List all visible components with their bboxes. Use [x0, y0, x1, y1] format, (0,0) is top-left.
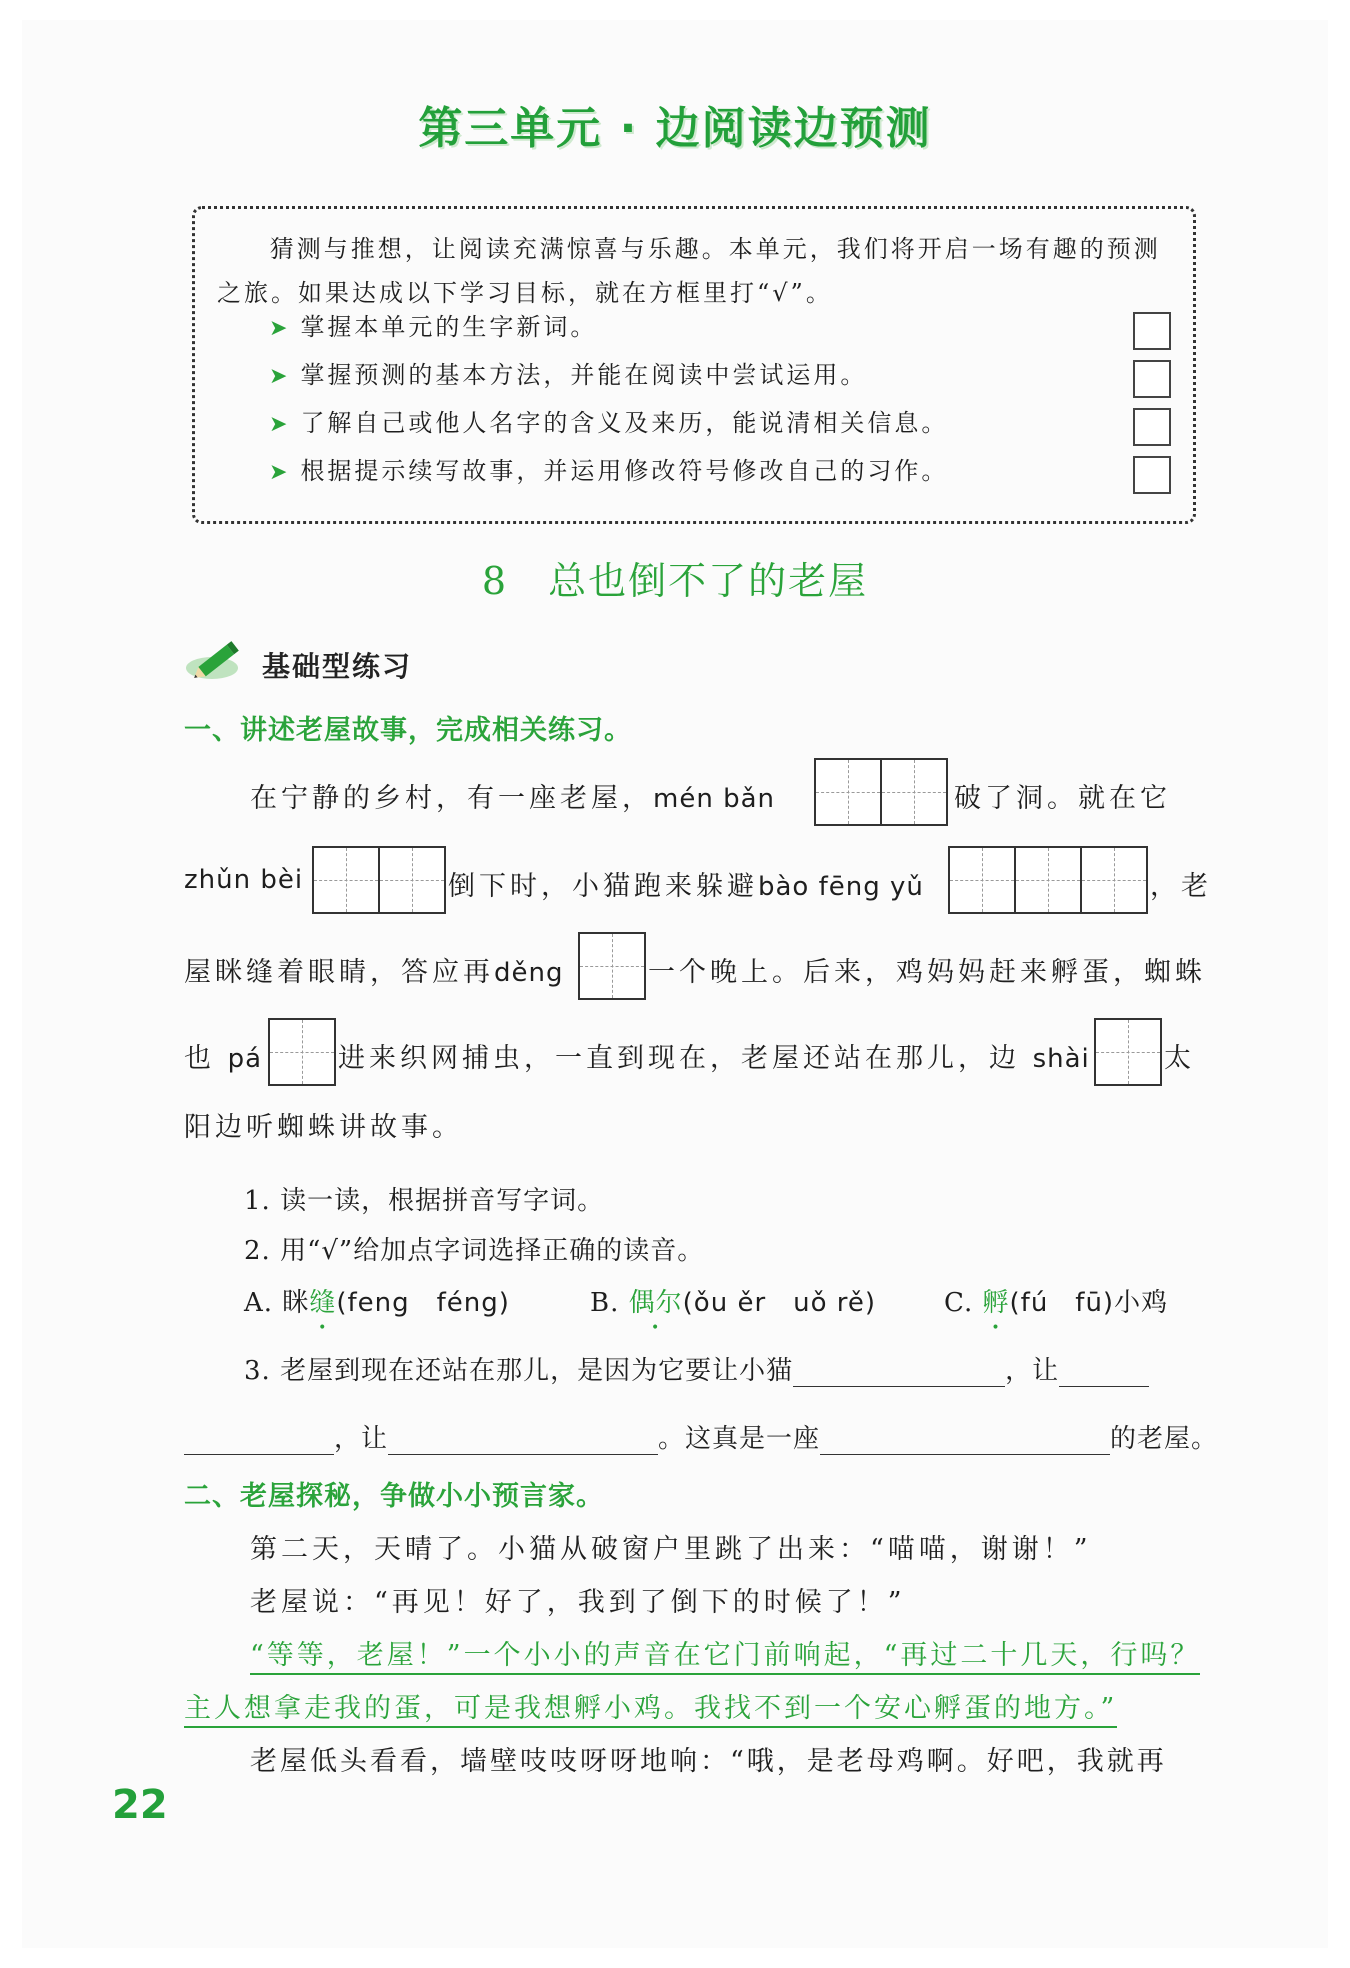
answer-blank[interactable] [793, 1356, 1005, 1387]
lesson-number: 8 [481, 559, 509, 603]
question-1-heading: 一、讲述老屋故事，完成相关练习。 [184, 715, 632, 746]
sub-question-3-cont: ，让 。这真是一座 的老屋。 [184, 1418, 1218, 1455]
writing-grid[interactable] [268, 1018, 336, 1086]
option-b[interactable]: B. 偶尔(ǒu ěr uǒ rě) [590, 1288, 877, 1318]
arrow-icon: ➤ [269, 364, 291, 389]
writing-grid[interactable] [312, 846, 446, 914]
passage-line: 阳边听蜘蛛讲故事。 [184, 1112, 463, 1143]
story-paragraph: 老屋说：“再见！好了，我到了倒下的时候了！” [250, 1587, 906, 1618]
pinyin: shài [1032, 1044, 1090, 1074]
goal-item: ➤ 根据提示续写故事，并运用修改符号修改自己的习作。 [269, 457, 949, 485]
passage-line: 屋眯缝着眼睛，答应再děng [184, 957, 564, 988]
goal-checkbox[interactable] [1133, 408, 1171, 446]
arrow-icon: ➤ [269, 316, 291, 341]
writing-grid[interactable] [1094, 1018, 1162, 1086]
page-number: 22 [112, 1782, 168, 1828]
question-2-heading: 二、老屋探秘，争做小小预言家。 [184, 1481, 604, 1512]
goal-checkbox[interactable] [1133, 360, 1171, 398]
passage-line: 倒下时，小猫跑来躲避bào fēng yǔ [448, 871, 924, 902]
arrow-icon: ➤ [269, 412, 291, 437]
passage-line: 破了洞。就在它 [954, 783, 1171, 814]
passage-line: 进来织网捕虫，一直到现在，老屋还站在那儿，边 shài [338, 1043, 1090, 1074]
sub-question-1: 1. 读一读，根据拼音写字词。 [244, 1186, 605, 1216]
learning-goals-box [192, 206, 1196, 524]
unit-title: 第三单元 · 边阅读边预测 [418, 103, 932, 154]
arrow-icon: ➤ [269, 460, 291, 485]
goal-item: ➤ 了解自己或他人名字的含义及来历，能说清相关信息。 [269, 409, 949, 437]
sub-question-3: 3. 老屋到现在还站在那儿，是因为它要让小猫 ，让 [244, 1350, 1149, 1387]
option-c[interactable]: C. 孵(fú fū)小鸡 [944, 1288, 1169, 1318]
answer-blank[interactable] [184, 1424, 334, 1455]
answer-blank[interactable] [1059, 1356, 1149, 1387]
pinyin: bào fēng yǔ [758, 872, 924, 902]
lesson-title [0, 550, 1350, 605]
pinyin: zhǔn bèi [184, 865, 304, 895]
pinyin: pá [227, 1044, 263, 1074]
section-label: 基础型练习 [262, 650, 413, 683]
pencil-icon [184, 634, 250, 682]
writing-grid[interactable] [948, 846, 1148, 914]
story-paragraph: 老屋低头看看，墙壁吱吱呀呀地响：“哦，是老母鸡啊。好吧，我就再 [250, 1746, 1167, 1777]
answer-blank[interactable] [820, 1424, 1110, 1455]
passage-line: ，老 [1150, 871, 1212, 902]
goal-checkbox[interactable] [1133, 456, 1171, 494]
option-a[interactable]: A. 眯缝(feng féng) [244, 1288, 510, 1318]
goal-checkbox[interactable] [1133, 312, 1171, 350]
passage-line: 一个晚上。后来，鸡妈妈赶来孵蛋，蜘蛛 [648, 957, 1206, 988]
goals-intro: 猜测与推想，让阅读充满惊喜与乐趣。本单元，我们将开启一场有趣的预测之旅。如果达成以下学习目标，就在方框里打“√”。 [217, 235, 1161, 307]
lesson-name: 总也倒不了的老屋 [548, 559, 869, 603]
sub-question-2: 2. 用“√”给加点字词选择正确的读音。 [244, 1236, 705, 1266]
story-paragraph-underlined: 主人想拿走我的蛋，可是我想孵小鸡。我找不到一个安心孵蛋的地方。” [184, 1686, 1117, 1725]
story-paragraph-underlined: “等等，老屋！”一个小小的声音在它门前响起，“再过二十几天，行吗？ [250, 1633, 1200, 1672]
pinyin: mén bǎn [653, 784, 775, 814]
story-paragraph: 第二天，天晴了。小猫从破窗户里跳了出来：“喵喵，谢谢！” [250, 1534, 1092, 1565]
passage-line: 在宁静的乡村，有一座老屋，mén bǎn [250, 783, 775, 814]
goal-item: ➤ 掌握本单元的生字新词。 [269, 313, 598, 341]
passage-line: 也 pá [184, 1043, 263, 1074]
writing-grid[interactable] [814, 758, 948, 826]
goal-item: ➤ 掌握预测的基本方法，并能在阅读中尝试运用。 [269, 361, 868, 389]
answer-blank[interactable] [388, 1424, 658, 1455]
writing-grid[interactable] [578, 932, 646, 1000]
passage-line: 太 [1164, 1043, 1195, 1074]
pinyin: děng [494, 958, 564, 988]
